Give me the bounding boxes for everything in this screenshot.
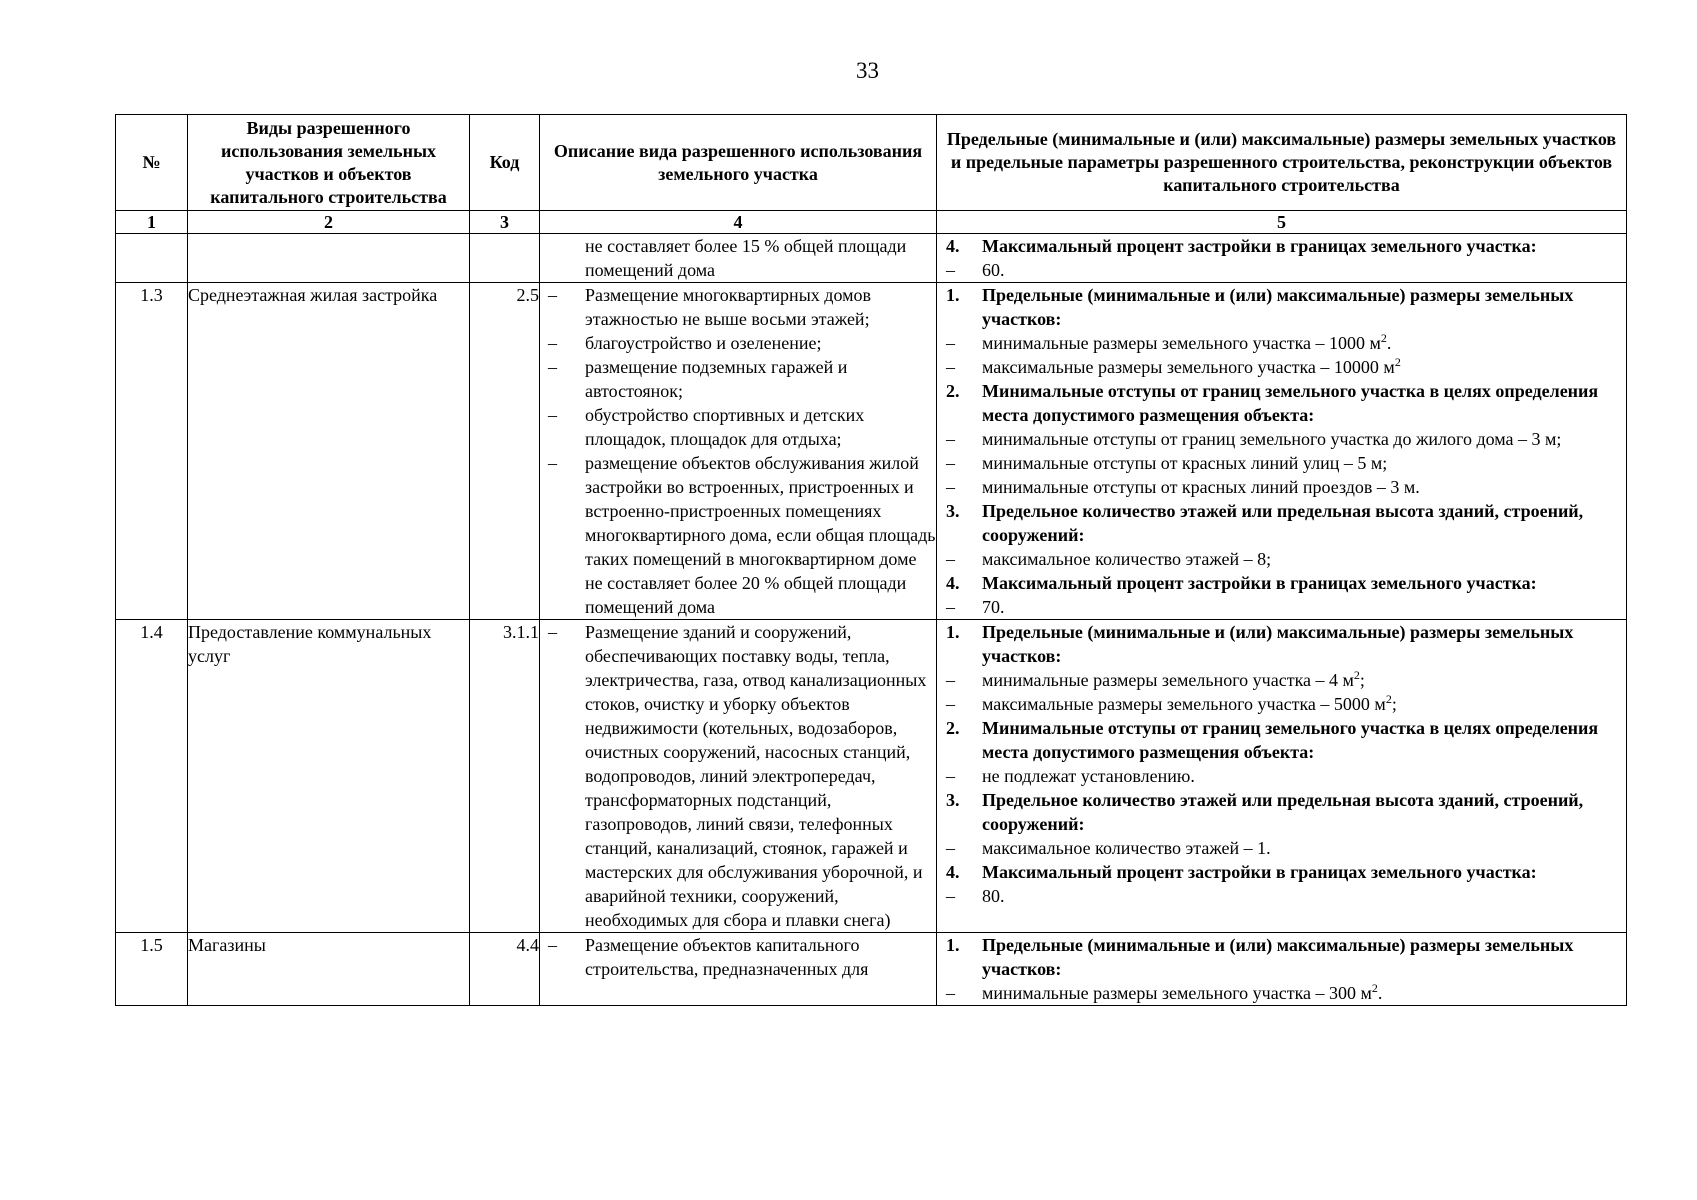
limit-item (937, 884, 1626, 908)
limit-item (937, 234, 1626, 258)
superscript: 2 (1394, 355, 1401, 369)
item-text-wrap (982, 884, 1626, 908)
item-marker: – (946, 477, 955, 497)
row-code: 3.1.1 (470, 620, 540, 933)
item-marker: – (946, 453, 955, 473)
item-text-wrap (982, 475, 1626, 499)
header-kind: Виды разрешенного использования земельных участков и объектов капитального строительства (188, 115, 470, 211)
item-text: обустройство спортивных и детских площадок, площадок для отдыха; (585, 405, 865, 449)
table-row (116, 620, 1627, 933)
item-marker: – (946, 429, 955, 449)
item-text-wrap (982, 499, 1626, 547)
limit-item (937, 981, 1626, 1005)
table-header-row (116, 115, 1627, 211)
item-text-wrap (585, 403, 936, 451)
item-text-wrap (982, 258, 1626, 282)
row-use-kind: Предоставление коммунальных услуг (188, 620, 470, 933)
item-text-suffix: . (1377, 983, 1383, 1003)
limit-item (937, 331, 1626, 355)
item-text-wrap (585, 234, 936, 282)
item-text-wrap (982, 981, 1626, 1005)
row-number: 1.5 (116, 933, 188, 1006)
item-text: Максимальный процент застройки в границах земельного участка: (982, 236, 1537, 256)
header-description: Описание вида разрешенного использования земельного участка (540, 115, 937, 211)
row-description (540, 234, 937, 283)
column-number: 4 (540, 211, 937, 234)
item-text: минимальные размеры земельного участка – 300 м (982, 983, 1372, 1003)
superscript: 2 (1385, 692, 1392, 706)
item-marker: – (946, 886, 955, 906)
description-item (540, 403, 936, 451)
row-number: 1.3 (116, 283, 188, 620)
item-text-wrap (982, 764, 1626, 788)
row-limits (937, 933, 1627, 1006)
item-marker: 1. (946, 935, 960, 955)
column-numbers-row (116, 211, 1627, 234)
limit-item (937, 258, 1626, 282)
item-text: Предельное количество этажей или предельная высота зданий, строений, сооружений: (982, 790, 1584, 834)
item-marker: 3. (946, 790, 960, 810)
item-marker: – (946, 357, 955, 377)
row-limits (937, 283, 1627, 620)
row-use-kind (188, 234, 470, 283)
item-marker: 4. (946, 862, 960, 882)
item-text: Максимальный процент застройки в границах земельного участка: (982, 573, 1537, 593)
item-text: Размещение многоквартирных домов этажностью не выше восьми этажей; (585, 285, 871, 329)
item-text: минимальные отступы от границ земельного участка до жилого дома – 3 м; (982, 429, 1562, 449)
limit-item (937, 788, 1626, 836)
limit-item (937, 355, 1626, 379)
item-text: Предельные (минимальные и (или) максимальные) размеры земельных участков: (982, 935, 1574, 979)
table-row (116, 933, 1627, 1006)
item-marker: – (548, 333, 557, 353)
item-text-wrap (982, 283, 1626, 331)
item-text: размещение объектов обслуживания жилой застройки во встроенных, пристроенных и встроенно-пристроенных помещениях многоквартирного дома, если общая площадь таких помещений в многоквартирном доме не составляет более 20 % общей площади помещений дома (585, 453, 936, 617)
item-text-wrap (982, 933, 1626, 981)
item-text-wrap (982, 788, 1626, 836)
item-marker: – (548, 285, 557, 305)
item-marker: – (946, 838, 955, 858)
item-text-wrap (982, 571, 1626, 595)
item-marker: – (946, 260, 955, 280)
item-marker: – (946, 333, 955, 353)
item-marker: – (946, 983, 955, 1003)
row-use-kind: Среднеэтажная жилая застройка (188, 283, 470, 620)
item-text: не составляет более 15 % общей площади помещений дома (585, 236, 907, 280)
item-marker: 3. (946, 501, 960, 521)
item-text-wrap (982, 620, 1626, 668)
row-description (540, 933, 937, 1006)
limit-item (937, 716, 1626, 764)
item-text-wrap (982, 355, 1626, 379)
item-marker: – (946, 670, 955, 690)
limit-item (937, 283, 1626, 331)
item-marker: – (946, 694, 955, 714)
item-marker: – (548, 357, 557, 377)
item-marker: – (548, 622, 557, 642)
item-text-wrap (982, 379, 1626, 427)
limit-item (937, 933, 1626, 981)
limit-item (937, 595, 1626, 619)
limit-item (937, 427, 1626, 451)
row-limits (937, 620, 1627, 933)
item-text: Предельное количество этажей или предельная высота зданий, строений, сооружений: (982, 501, 1584, 545)
limit-item (937, 499, 1626, 547)
item-text: Размещение зданий и сооружений, обеспечивающих поставку воды, тепла, электричества, газа, отвод канализационных стоков, очистку и уборку объектов недвижимости (котельных, водозаборов, очистных сооружений, насосных станций, водопроводов, линий электропередач, трансформаторных подстанций, газопроводов, линий связи, телефонных станций, канализаций, стоянок, гаражей и мастерских для обслуживания уборочной, и аварийной техники, сооружений, необходимых для сбора и плавки снега) (585, 622, 927, 930)
item-text-wrap (585, 451, 936, 619)
item-text-wrap (982, 234, 1626, 258)
item-text: минимальные размеры земельного участка – 4 м (982, 670, 1354, 690)
item-text: Размещение объектов капитального строительства, предназначенных для (585, 935, 869, 979)
item-text: 80. (982, 886, 1005, 906)
item-text-wrap (982, 668, 1626, 692)
item-text-suffix: ; (1391, 694, 1397, 714)
limit-item (937, 764, 1626, 788)
item-text-wrap (982, 860, 1626, 884)
description-item (540, 355, 936, 403)
land-use-table (115, 114, 1627, 1006)
item-text-wrap (982, 331, 1626, 355)
item-text: 60. (982, 260, 1005, 280)
item-text-wrap (982, 836, 1626, 860)
item-text: минимальные отступы от красных линий улиц – 5 м; (982, 453, 1388, 473)
limit-item (937, 620, 1626, 668)
item-text: Предельные (минимальные и (или) максимальные) размеры земельных участков: (982, 622, 1574, 666)
limit-item (937, 475, 1626, 499)
limit-item (937, 451, 1626, 475)
item-text: размещение подземных гаражей и автостоянок; (585, 357, 848, 401)
item-marker: 2. (946, 381, 960, 401)
column-number: 3 (470, 211, 540, 234)
description-item (540, 283, 936, 331)
table-row (116, 234, 1627, 283)
description-item (540, 234, 936, 282)
item-marker: – (946, 597, 955, 617)
item-text: максимальное количество этажей – 8; (982, 549, 1272, 569)
item-text: Минимальные отступы от границ земельного участка в целях определения места допустимого размещения объекта: (982, 381, 1599, 425)
limit-item (937, 692, 1626, 716)
superscript: 2 (1371, 981, 1378, 995)
item-marker: 1. (946, 285, 960, 305)
item-text-wrap (982, 716, 1626, 764)
header-no: № (116, 115, 188, 211)
column-number: 5 (937, 211, 1627, 234)
item-text-wrap (982, 595, 1626, 619)
item-marker: 4. (946, 236, 960, 256)
limit-item (937, 379, 1626, 427)
row-use-kind: Магазины (188, 933, 470, 1006)
column-number: 1 (116, 211, 188, 234)
limit-item (937, 547, 1626, 571)
description-item (540, 620, 936, 932)
column-number: 2 (188, 211, 470, 234)
item-text-wrap (982, 451, 1626, 475)
item-text: минимальные отступы от красных линий проездов – 3 м. (982, 477, 1420, 497)
table-row (116, 283, 1627, 620)
limit-item (937, 571, 1626, 595)
item-text-wrap (585, 355, 936, 403)
item-text-wrap (982, 547, 1626, 571)
item-text: максимальные размеры земельного участка – 10000 м (982, 357, 1395, 377)
header-code: Код (470, 115, 540, 211)
item-text-wrap (585, 331, 936, 355)
row-description (540, 283, 937, 620)
row-code: 2.5 (470, 283, 540, 620)
item-text: Минимальные отступы от границ земельного участка в целях определения места допустимого размещения объекта: (982, 718, 1599, 762)
item-text: Максимальный процент застройки в границах земельного участка: (982, 862, 1537, 882)
item-marker: – (946, 766, 955, 786)
limit-item (937, 860, 1626, 884)
page-number: 33 (856, 58, 879, 83)
item-text-suffix: ; (1359, 670, 1365, 690)
superscript: 2 (1353, 668, 1360, 682)
item-text-wrap (585, 933, 936, 981)
item-text: максимальное количество этажей – 1. (982, 838, 1271, 858)
description-item (540, 331, 936, 355)
item-text-wrap (982, 427, 1626, 451)
description-item (540, 451, 936, 619)
item-marker: 2. (946, 718, 960, 738)
header-limits: Предельные (минимальные и (или) максимальные) размеры земельных участков и предельные параметры разрешенного строительства, реконструкции объектов капитального строительства (937, 115, 1627, 211)
item-text-wrap (585, 620, 936, 932)
item-text: благоустройство и озеленение; (585, 333, 822, 353)
item-text: 70. (982, 597, 1005, 617)
limit-item (937, 668, 1626, 692)
row-limits (937, 234, 1627, 283)
item-text: максимальные размеры земельного участка – 5000 м (982, 694, 1386, 714)
item-marker: – (548, 453, 557, 473)
item-marker: – (946, 549, 955, 569)
item-text: Предельные (минимальные и (или) максимальные) размеры земельных участков: (982, 285, 1574, 329)
item-marker: 1. (946, 622, 960, 642)
item-text-wrap (585, 283, 936, 331)
description-item (540, 933, 936, 981)
row-code: 4.4 (470, 933, 540, 1006)
item-marker: – (548, 935, 557, 955)
item-marker: – (548, 405, 557, 425)
item-marker: 4. (946, 573, 960, 593)
row-description (540, 620, 937, 933)
table-body (116, 234, 1627, 1006)
limit-item (937, 836, 1626, 860)
superscript: 2 (1380, 331, 1387, 345)
row-number (116, 234, 188, 283)
item-text-suffix: . (1386, 333, 1392, 353)
item-text: не подлежат установлению. (982, 766, 1195, 786)
row-code (470, 234, 540, 283)
item-text-wrap (982, 692, 1626, 716)
row-number: 1.4 (116, 620, 188, 933)
item-text: минимальные размеры земельного участка – 1000 м (982, 333, 1381, 353)
